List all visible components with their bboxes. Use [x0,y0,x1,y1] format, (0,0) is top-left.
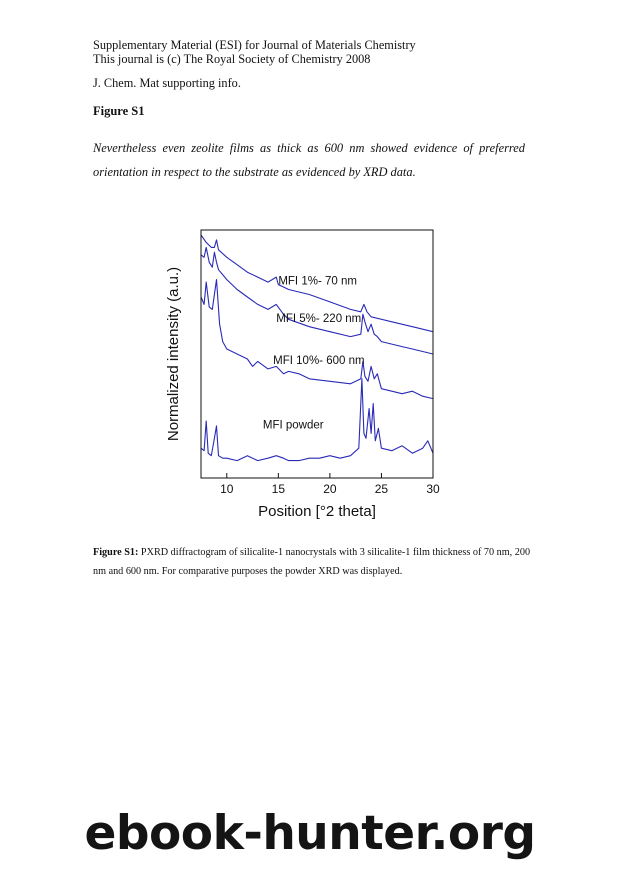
xrd-chart [150,222,450,528]
figure-label: Figure S1 [93,104,145,118]
series-label-1: MFI 1%- 70 nm [278,275,357,288]
header-info-line: J. Chem. Mat supporting info. [93,76,241,90]
series-label-3: MFI 10%- 600 nm [273,354,365,367]
header-copyright-line: This journal is (c) The Royal Society of Chemistry 2008 [93,52,371,66]
caption-label: Figure S1: [93,547,139,558]
x-axis-title: Position [°2 theta] [258,503,376,520]
x-tick-label-10: 10 [220,482,234,496]
x-tick-label-30: 30 [426,482,440,496]
y-axis-title: Normalized intensity (a.u.) [165,266,182,442]
intro-paragraph: Nevertheless even zeolite films as thick as 600 nm showed evidence of preferred orientation in respect to the substrate as evidenced by XRD data. [93,141,525,179]
caption-text: PXRD diffractogram of silicalite-1 nanocrystals with 3 silicalite-1 film thickness of 70 nm, 200 nm and 600 nm. For comparative purposes the powder XRD was displayed. [93,547,531,577]
header-journal-line: Supplementary Material (ESI) for Journal of Materials Chemistry [93,38,416,52]
x-tick-label-25: 25 [374,482,389,496]
x-tick-label-20: 20 [323,482,337,496]
x-tick-label-15: 15 [271,482,286,496]
series-label-4: MFI powder [262,419,324,432]
watermark-logo: ebook-hunter.org [84,806,536,861]
series-label-2: MFI 5%- 220 nm [276,312,362,325]
figure-caption [93,543,533,581]
